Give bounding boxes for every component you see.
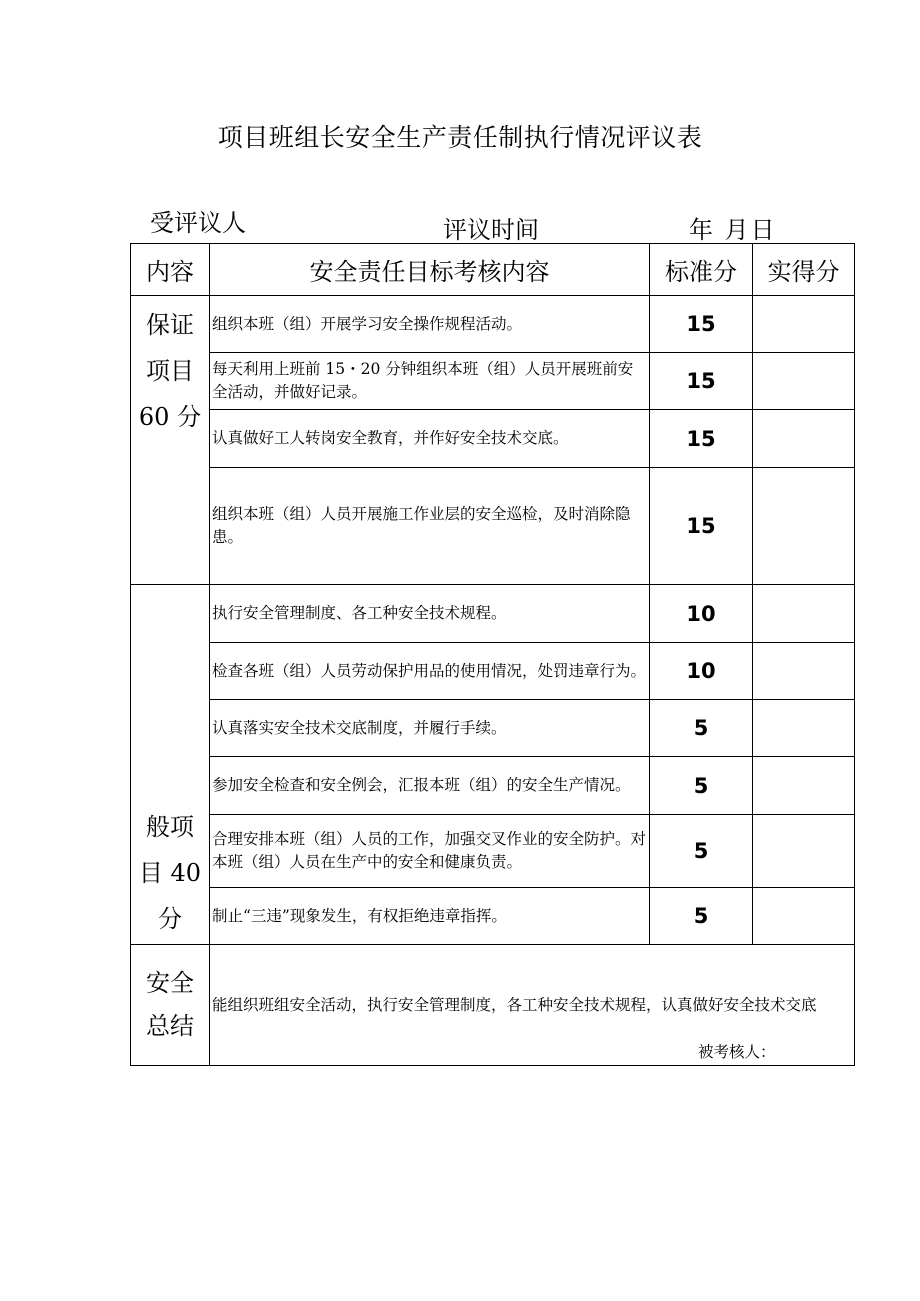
table-row [131, 353, 855, 410]
actual-score-cell[interactable] [753, 585, 855, 643]
review-date-label: 年 月日 [689, 216, 777, 244]
standard-score: 5 [650, 700, 753, 757]
actual-score-cell[interactable] [753, 353, 855, 410]
item-text: 制止“三违”现象发生，有权拒绝违章指挥。 [210, 888, 650, 945]
category-line: 项目 [146, 357, 194, 385]
item-text: 参加安全检查和安全例会，汇报本班（组）的安全生产情况。 [210, 757, 650, 815]
item-text: 合理安排本班（组）人员的工作，加强交叉作业的安全防护。对本班（组）人员在生产中的安全和健康负责。 [210, 815, 650, 888]
table-row [131, 815, 855, 888]
standard-score: 15 [650, 296, 753, 353]
summary-text-cell [210, 945, 855, 1066]
item-text: 执行安全管理制度、各工种安全技术规程。 [210, 585, 650, 643]
category-line: 般项 [146, 813, 194, 841]
category-line: 总结 [146, 1012, 194, 1040]
general-category-cell [131, 585, 210, 945]
summary-text: 能组织班组安全活动，执行安全管理制度，各工种安全技术规程，认真做好安全技术交底 [212, 996, 817, 1014]
actual-score-cell[interactable] [753, 468, 855, 585]
category-line: 保证 [146, 311, 194, 339]
review-time-label: 评议时间 [443, 216, 539, 244]
actual-score-cell[interactable] [753, 643, 855, 700]
header-standard-score: 标准分 [650, 244, 753, 296]
table-row [131, 888, 855, 945]
header-actual-score: 实得分 [753, 244, 855, 296]
reviewed-person-label: 被考核人： [698, 1043, 776, 1061]
standard-score: 10 [650, 585, 753, 643]
table-row [131, 700, 855, 757]
category-line: 60 分 [138, 403, 202, 431]
item-text: 每天利用上班前 15・20 分钟组织本班（组）人员开展班前安全活动，并做好记录。 [210, 353, 650, 410]
table-row [131, 296, 855, 353]
actual-score-cell[interactable] [753, 888, 855, 945]
header-category: 内容 [131, 244, 210, 296]
summary-row [131, 945, 855, 1066]
summary-category-cell [131, 945, 210, 1066]
actual-score-cell[interactable] [753, 700, 855, 757]
standard-score: 15 [650, 353, 753, 410]
actual-score-cell[interactable] [753, 757, 855, 815]
standard-score: 5 [650, 757, 753, 815]
item-text: 检查各班（组）人员劳动保护用品的使用情况，处罚违章行为。 [210, 643, 650, 700]
item-text: 认真做好工人转岗安全教育，并作好安全技术交底。 [210, 410, 650, 468]
evaluation-table [130, 243, 855, 1066]
category-line: 分 [158, 905, 182, 933]
item-text: 组织本班（组）开展学习安全操作规程活动。 [210, 296, 650, 353]
table-row [131, 585, 855, 643]
item-text: 组织本班（组）人员开展施工作业层的安全巡检，及时消除隐患。 [210, 468, 650, 585]
reviewee-label: 受评议人 [150, 209, 246, 237]
standard-score: 10 [650, 643, 753, 700]
header-row [131, 244, 855, 296]
table-row [131, 468, 855, 585]
guarantee-category-cell [131, 296, 210, 585]
category-line: 目 40 [138, 859, 202, 887]
actual-score-cell[interactable] [753, 296, 855, 353]
standard-score: 15 [650, 468, 753, 585]
table-row [131, 410, 855, 468]
standard-score: 15 [650, 410, 753, 468]
header-content: 安全责任目标考核内容 [210, 244, 650, 296]
standard-score: 5 [650, 888, 753, 945]
table-row [131, 757, 855, 815]
standard-score: 5 [650, 815, 753, 888]
table-row [131, 643, 855, 700]
item-text: 认真落实安全技术交底制度，并履行手续。 [210, 700, 650, 757]
document-title: 项目班组长安全生产责任制执行情况评议表 [217, 123, 703, 152]
actual-score-cell[interactable] [753, 815, 855, 888]
actual-score-cell[interactable] [753, 410, 855, 468]
category-line: 安全 [146, 969, 194, 997]
